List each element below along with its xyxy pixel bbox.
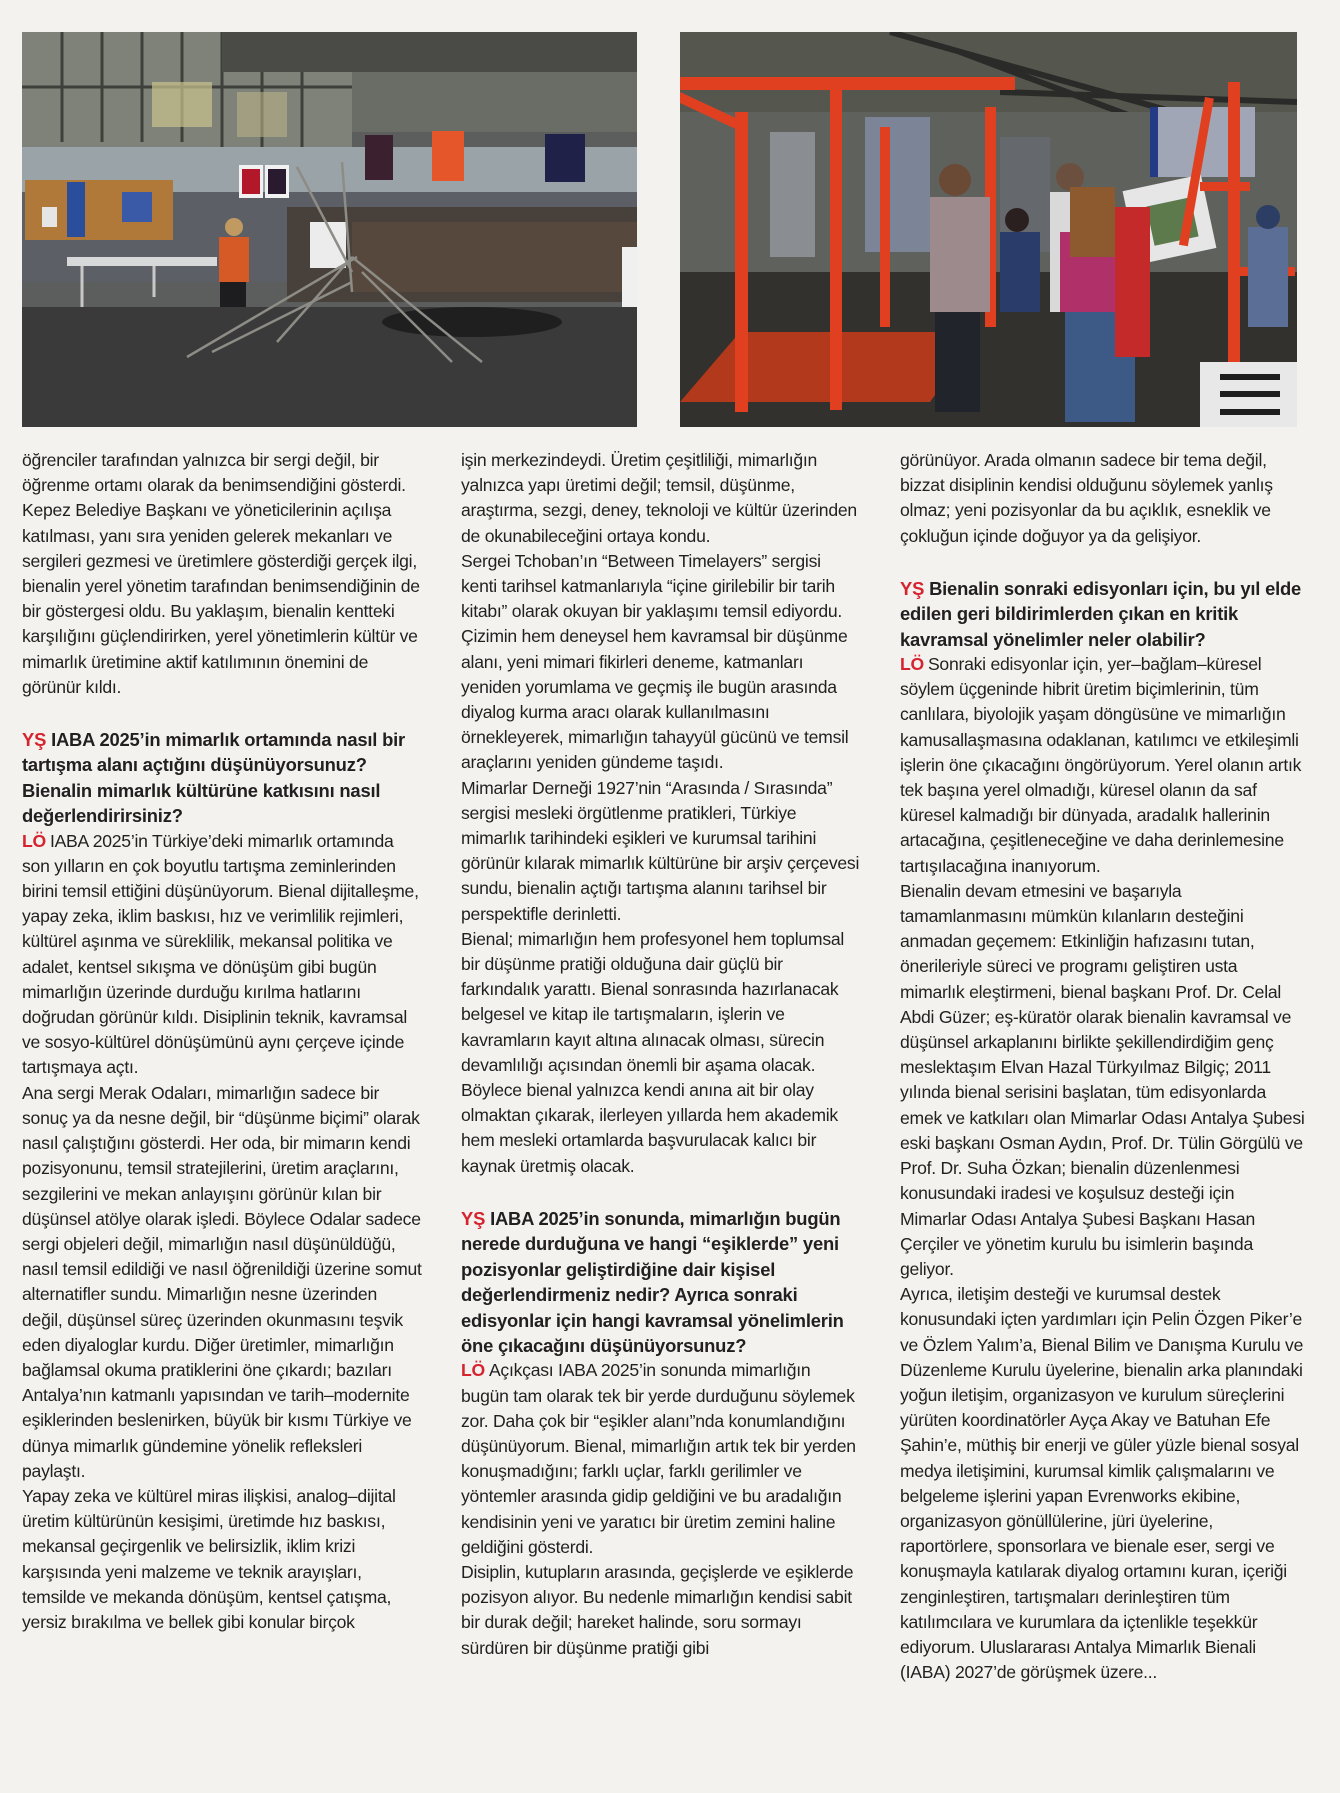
paragraph: Bienalin devam etmesini ve başarıyla tamamlanmasını mümkün kılanların desteğini anmadan geçemem: Etkinliğin hafızasını tutan, önerileriyle süreci ve programı geliştiren usta mimarlık eleştirmeni, bienal başkanı Prof. Dr. Celal Abdi Güzer; eş-küratör olarak bienalin kavramsal ve düşünsel arkaplanını birlikte şekillendirdiğim genç meslektaşım Elvan Hazal Türkyılmaz Bilgiç; 2011 yılında bienal serisini başlatan, tüm edisyonlarda emek ve katkıları olan Mimarlar Odası Antalya Şubesi eski başkanı Osman Aydın, Prof. Dr. Tülin Görgülü ve Prof. Dr. Suha Özkan; bienalin düzenlenmesi konusundaki iradesi ve koşulsuz desteği için Mimarlar Odası Antalya Şubesi Başkanı Hasan Çerçiler ve yönetim kurulu bu isimlerin başında geliyor. bbox=[900, 880, 1305, 1279]
answer-paragraph bbox=[461, 1358, 861, 1560]
answer-text: IABA 2025’in Türkiye’deki mimarlık ortamında son yılların en çok boyutlu tartışma zeminlerinden birini temsil ettiğini düşünüyorum. Bienal dijitalleşme, yapay zeka, iklim baskısı, hız ve verimlilik rejimleri, kültürel aşınma ve süreklilik, mekansal politika ve adalet, kentsel sıkışma ve dönüşüm gibi bugün mimarlığın üzerinde durduğu kırılma hatlarını doğrudan görünür kıldı. Disiplinin teknik, kavramsal ve sosyo-kültürel dönüşümünü aynı çerçeve içinde tartışmaya açtı. bbox=[22, 830, 419, 1078]
question-text: IABA 2025’in sonunda, mimarlığın bugün nerede durduğuna ve hangi “eşiklerde” yeni pozisyonlar geliştirdiğine dair kişisel değerlendirmeniz nedir? Ayrıca sonraki edisyonlar için hangi kavramsal yönelimlerin öne çıkacağını düşünüyorsunuz? bbox=[461, 1207, 844, 1356]
photo-exhibition-hall bbox=[22, 32, 637, 427]
paragraph: Ana sergi Merak Odaları, mimarlığın sadece bir sonuç ya da nesne değil, bir “düşünme biçimi” olarak nasıl çalıştığını gösterdi. Her oda, bir mimarın kendi pozisyonunu, temsil stratejilerini, üretim araçlarını, sezgilerini ve mekan anlayışını görünür kılan bir düşünsel atölye olarak işledi. Böylece Odalar sadece sergi objeleri değil, mimarlığın nasıl düşünüldüğü, nasıl temsil edildiği ve nasıl öğrenildiği üzerine somut alternatifler sundu. Mimarlığın nesne üzerinden değil, düşünsel süreç üzerinden okunmasını teşvik eden diyaloglar kurdu. Diğer üretimler, mimarlığın bağlamsal okuma pratiklerini öne çıkardı; bazıları Antalya’nın katmanlı yapısından ve tarih–modernite eşiklerinden beslenirken, büyük bir kısmı Türkiye ve dünya mimarlık gündemine yönelik refleksleri paylaştı. bbox=[22, 1082, 422, 1481]
paragraph: Mimarlar Derneği 1927’nin “Arasında / Sırasında” sergisi mesleki örgütlenme pratikleri, Türkiye mimarlık tarihindeki eşikleri ve kurumsal tarihini görünür kılarak mimarlık kültürüne bir arşiv çerçevesi sundu, bienalin açtığı tartışma alanını tarihsel bir perspektifle derinletti. bbox=[461, 777, 860, 924]
paragraph: görünüyor. Arada olmanın sadece bir tema değil, bizzat disiplinin kendisi olduğunu söylemek yanlış olmaz; yeni pozisyonlar da bu açıklık, esneklik ve çokluğun içinde doğuyor ya da gelişiyor. bbox=[900, 450, 1273, 546]
paragraph: Bienal; mimarlığın hem profesyonel hem toplumsal bir düşünme pratiği olduğuna dair güçlü bir farkındalık yarattı. Bienal sonrasında hazırlanacak belgesel ve kitap ile tartışmaların, işlerin ve kavramların kayıt altına alınacak olması, sürecin devamlılığı açısından önemli bir aşama olacak. Böylece bienal yalnızca kendi anına ait bir olay olmaktan çıkarak, ilerleyen yıllarda hem akademik hem mesleki ortamlarda başvurulacak kalıcı bir kaynak üretmiş olacak. bbox=[461, 928, 845, 1176]
article-column-3 bbox=[900, 448, 1305, 1685]
photo-red-frame-exhibition bbox=[680, 32, 1297, 427]
paragraph: öğrenciler tarafından yalnızca bir sergi değil, bir öğrenme ortamı olarak da benimsendiğini gösterdi. bbox=[22, 450, 406, 496]
paragraph: Disiplin, kutupların arasında, geçişlerde ve eşiklerde pozisyon alıyor. Bu nedenle mimarlığın kendisi sabit bir durak değil; hareket halinde, soru sormayı sürdüren bir düşünme pratiği gibi bbox=[461, 1561, 854, 1658]
answer-text: Sonraki edisyonlar için, yer–bağlam–küresel söylem üçgeninde hibrit üretim biçimlerinin, tüm canlılara, biyolojik yaşam döngüsüne ve mimarlığın kamusallaşmasına odaklanan, katılımcı ve etkileşimli işlerin öne çıkacağını öngörüyorum. Yerel olanın artık tek başına yerel olmadığı, küresel olanın da saf küresel kalmadığı bir dünyada, aradalık hallerinin artacağına, çeşitleneceğine ve daha derinlemesine tartışılacağına inanıyorum. bbox=[900, 654, 1302, 876]
question-text: Bienalin sonraki edisyonları için, bu yıl elde edilen geri bildirimlerden çıkan en kritik kavramsal yönelimler neler olabilir? bbox=[900, 577, 1302, 650]
answer-paragraph bbox=[900, 652, 1305, 879]
paragraph: işin merkezindeydi. Üretim çeşitliliği, mimarlığın yalnızca yapı üretimi değil; temsil, düşünme, araştırma, sezgi, deney, teknoloji ve kültür üzerinden de okunabileceğini ortaya kondu. bbox=[461, 450, 857, 546]
paragraph: Sergei Tchoban’ın “Between Timelayers” sergisi kenti tarihsel katmanlarıyla “içine girilebilir bir tarih kitabı” olarak okuyan bir yaklaşımı temsil ediyordu. Çizimin hem deneysel hem kavramsal bir düşünme alanı, yeni mimari fikirleri deneme, katmanları yeniden yorumlama ve geçmiş ile bugün arasında diyalog kurma aracı olarak kullanılmasını örnekleyerek, mimarlığın tahayyül gücünü ve temsil araçlarını yeniden gündeme taşıdı. bbox=[461, 550, 849, 773]
interviewer-initials: YŞ bbox=[461, 1207, 486, 1229]
interviewee-initials: LÖ bbox=[22, 830, 46, 851]
paragraph: Yapay zeka ve kültürel miras ilişkisi, analog–dijital üretim kültürünün kesişimi, üretimde hız baskısı, mekansal geçirgenlik ve belirsizlik, iklim krizi karşısında yeni malzeme ve teknik arayışları, temsilde ve mekanda dönüşüm, kentsel çatışma, yersiz bırakılma ve bellek gibi konular birçok bbox=[22, 1485, 396, 1632]
question-heading bbox=[461, 1206, 861, 1358]
question-heading bbox=[22, 727, 422, 829]
interviewer-initials: YŞ bbox=[22, 729, 47, 751]
interviewee-initials: LÖ bbox=[900, 654, 924, 675]
question-text: IABA 2025’in mimarlık ortamında nasıl bir tartışma alanı açtığını düşünüyorsunuz? Bienalin mimarlık kültürüne katkısını nasıl değerlendirirsiniz? bbox=[22, 729, 405, 827]
article-column-1 bbox=[22, 448, 422, 1635]
paragraph: Kepez Belediye Başkanı ve yöneticilerinin açılışa katılması, yanı sıra yeniden gelerek mekanları ve sergileri gezmesi ve üretimlere gösterdiği gerçek ilgi, bienalin yerel yönetim tarafından benimsendiğinin de bir göstergesi oldu. Bu yaklaşım, bienalin kentteki karşılığını güçlendirirken, yerel yönetimlerin kültür ve mimarlık üretimine aktif katılımının önemini de görünür kıldı. bbox=[22, 500, 420, 697]
answer-paragraph bbox=[22, 829, 422, 1081]
answer-text: Açıkçası IABA 2025’in sonunda mimarlığın bugün tam olarak tek bir yerde durduğunu söylemek zor. Daha çok bir “eşikler alanı”nda konumlandığını düşünüyorum. Bienal, mimarlığın artık tek bir yerden konuşmadığını; farklı uçlar, farklı gerilimler ve yöntemler arasında gidip geldiğini ve bu aradalığın kendisinin yeni ve yaratıcı bir üretim zemini haline geldiğini gösterdi. bbox=[461, 1360, 856, 1557]
question-heading bbox=[900, 576, 1305, 652]
exhibition-hall-illustration bbox=[22, 32, 637, 427]
interviewer-initials: YŞ bbox=[900, 577, 925, 599]
article-column-2 bbox=[461, 448, 861, 1661]
red-frame-exhibition-illustration bbox=[680, 32, 1297, 427]
paragraph: Ayrıca, iletişim desteği ve kurumsal destek konusundaki içten yardımları için Pelin Özgen Piker’e ve Özlem Yalım’a, Bienal Bilim ve Danışma Kurulu ve Düzenleme Kurulu üyelerine, bienalin arka planındaki yoğun iletişim, organizasyon ve kurulum süreçlerini yürüten koordinatörler Ayça Akay ve Batuhan Efe Şahin’e, müthiş bir enerji ve güler yüzle bienal sosyal medya iletişimini, kurumsal kimlik çalışmalarını ve belgeleme işlerini yapan Evrenworks ekibine, organizasyon gönüllülerine, jüri üyelerine, raportörlere, sponsorlara ve bienale eser, sergi ve konuşmayla katılarak diyalog ortamını kuran, içeriği zenginleştiren, tartışmaları derinleştiren tüm katılımcılara ve kurumlara da içtenlikle teşekkür ediyorum. Uluslararası Antalya Mimarlık Bienali (IABA) 2027’de görüşmek üzere... bbox=[900, 1284, 1304, 1683]
interviewee-initials: LÖ bbox=[461, 1360, 485, 1381]
